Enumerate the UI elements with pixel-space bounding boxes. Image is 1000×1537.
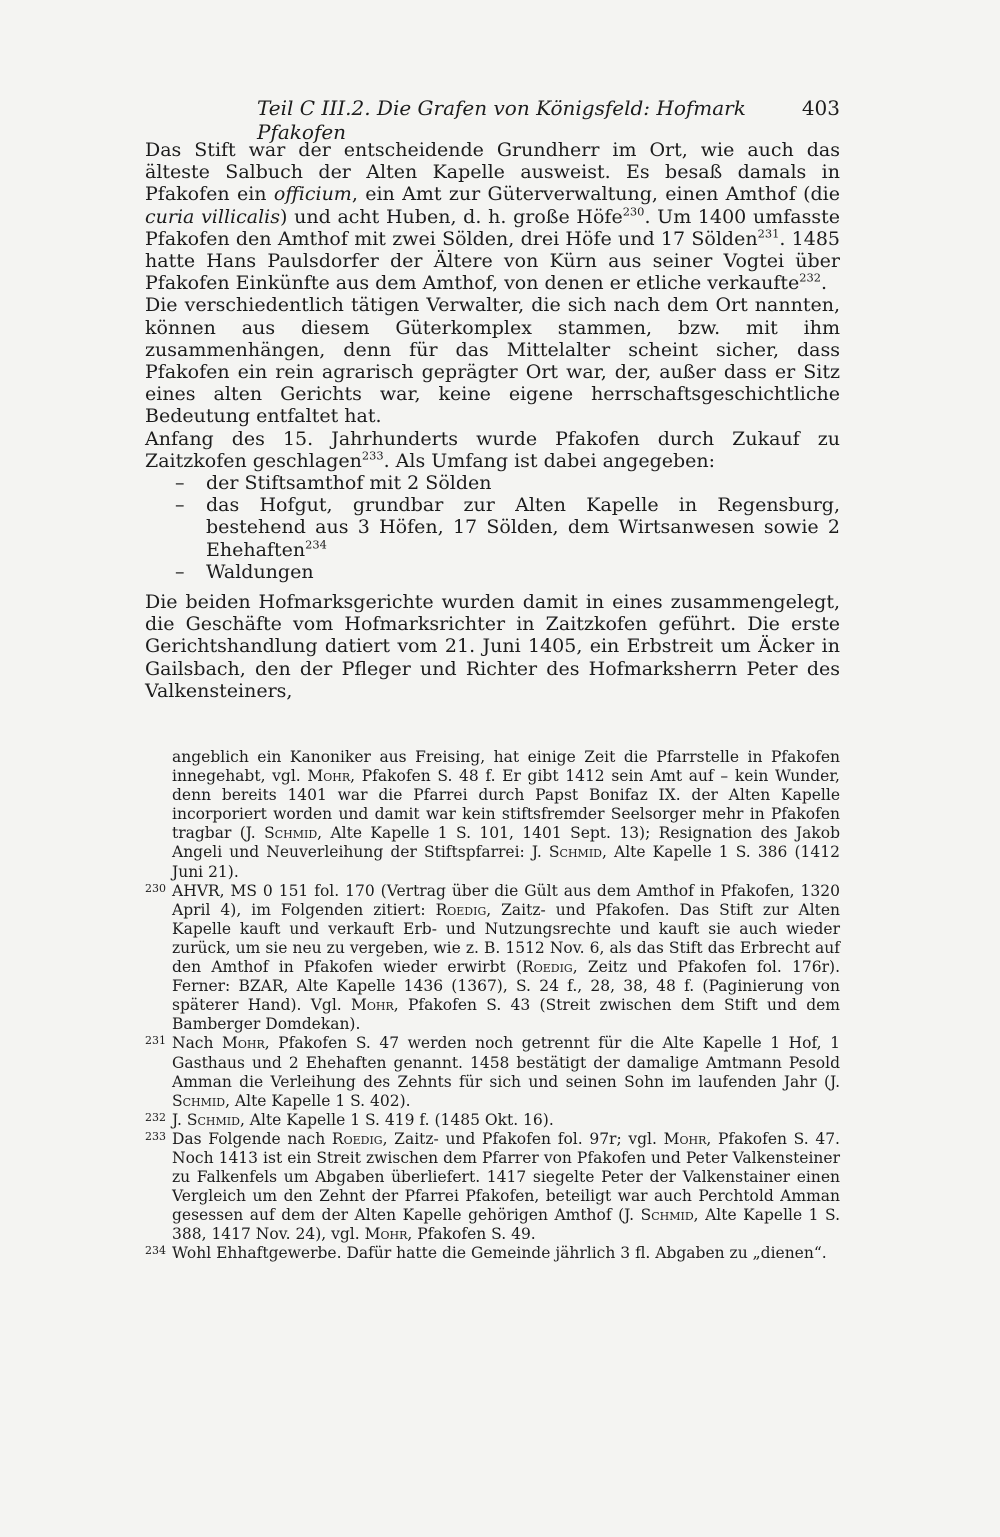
footnote-number: 234: [145, 1244, 166, 1258]
paragraph-4: Die beiden Hofmarksgerichte wurden damit in eines zusammengelegt, die Geschäfte vom Hofmarksrichter in Zaitzkofen geführt. Die erste Gerichtshandlung datiert vom 21. Juni 1405, ein Erbstreit um Äcker in Gailsbach, den der Pfleger und Richter des Hofmarksherrn Peter des Valkensteiners,: [145, 591, 840, 702]
footnote-continuation: [145, 748, 840, 882]
footnote-ref: 230: [622, 204, 645, 219]
text-span: , Zeitz und Pfakofen fol. 176r). Ferner: BZAR, Alte Kapelle 1436 (1367), S. 24 f., 28, 38, 48 f. (Paginierung von späterer Hand). Vgl.: [172, 958, 840, 1015]
text-span: , Alte Kapelle 1 S. 388, 1417 Nov. 24), vgl.: [172, 1206, 841, 1244]
dash-list: [145, 472, 840, 583]
footnote-number: 233: [145, 1129, 166, 1143]
author-name: Mohr: [307, 767, 351, 786]
list-item: [145, 494, 840, 561]
paragraph-3: [145, 428, 840, 472]
text-span: . Als Umfang ist dabei angegeben:: [383, 449, 716, 472]
text-span: Wohl Ehhaftgewerbe. Dafür hatte die Gemeinde jährlich 3 fl. Abgaben zu „dienen“.: [172, 1244, 827, 1263]
author-name: Mohr: [222, 1034, 265, 1053]
author-name: Schmid: [548, 843, 602, 862]
author-name: Schmid: [186, 1110, 240, 1129]
author-name: Roedig: [435, 900, 487, 919]
text-span: Das Folgende nach: [172, 1129, 332, 1148]
text-span: , Pfakofen S. 47. Noch 1413 ist ein Streit zwischen dem Pfarrer von Pfakofen und Peter Valkensteiner zu Falkenfels um Abgaben überliefert. 1417 siegelte Peter der Valkenstainer einen Vergleich um den Zehnt der Pfarrei Pfakofen, beteiligt war auch Perchtold Amman gesessen auf dem der Alten Kapelle gehörigen Amthof (J.: [172, 1129, 840, 1225]
text-span: , Pfakofen S. 43 (Streit zwischen dem Stift und dem Bamberger Domdekan).: [172, 996, 840, 1034]
footnote-233: [145, 1130, 840, 1245]
list-item: [145, 561, 840, 583]
text-span: , Zaitz- und Pfakofen. Das Stift zur Alten Kapelle kauft und verkauft Erb- und Nutzungsrechte und kauft sie auch wieder zurück, um sie neu zu vergeben, wie z. B. 1512 Nov. 6, als das Stift das Erbrecht auf den Amthof in Pfakofen wieder erwirbt (: [172, 900, 840, 977]
text-span: J.: [172, 1110, 187, 1129]
text-span: , Alte Kapelle 1 S. 419 f. (1485 Okt. 16).: [239, 1110, 554, 1129]
text-span: . 1485 hatte Hans Paulsdorfer der Ältere von Kürn aus seiner Vogtei über Pfakofen Einkünfte aus dem Amthof, von denen er etliche verkaufte: [145, 227, 841, 295]
author-name: Mohr: [364, 1225, 408, 1244]
text-span: , Pfakofen S. 48 f. Er gibt 1412 sein Amt auf – kein Wunder, denn bereits 1401 war die Pfarrei durch Papst Bonifaz IX. der Alten Kapelle incorporiert worden und damit war kein stiftsfremder Seelsorger mehr in Pfakofen tragbar (J.: [172, 767, 840, 843]
text-span: angeblich ein Kanoniker aus Freising, hat einige Zeit die Pfarrstelle in Pfakofen innegehabt, vgl.: [172, 748, 840, 786]
page-number: 403: [801, 96, 840, 120]
footnote-230: [145, 882, 840, 1035]
text-span: ) und acht Huben, d. h. große Höfe: [279, 205, 623, 228]
text-span: , ein Amt zur Güterverwaltung, einen Amthof (die: [351, 183, 840, 206]
text-span: , Alte Kapelle 1 S. 101, 1401 Sept. 13); Resignation des Jakob Angeli und Neuverleihung der Stiftspfarrei: J.: [172, 824, 840, 862]
text-span: Anfang des 15. Jahrhunderts wurde Pfakofen durch Zukauf zu Zaitzkofen geschlagen: [145, 427, 840, 472]
author-name: Schmid: [264, 824, 318, 843]
text-span: .: [821, 272, 828, 295]
footnote-232: [145, 1111, 840, 1130]
list-item-text: Waldungen: [206, 560, 314, 583]
footnote-number: 232: [145, 1110, 166, 1124]
list-item-text: der Stiftsamthof mit 2 Sölden: [206, 472, 492, 495]
text-span: Nach: [172, 1034, 223, 1053]
main-text: [145, 139, 840, 702]
author-name: Mohr: [663, 1129, 707, 1148]
italic-term: curia villicalis: [145, 205, 280, 228]
text-span: , Alte Kapelle 1 S. 386 (1412 Juni 21).: [172, 843, 840, 881]
text-span: , Zaitz- und Pfakofen fol. 97r; vgl.: [382, 1129, 664, 1148]
author-name: Schmid: [640, 1206, 694, 1225]
text-span: , Alte Kapelle 1 S. 402).: [225, 1091, 411, 1110]
author-name: Roedig: [522, 958, 573, 977]
footnote-number: 230: [145, 881, 166, 895]
paragraph-2: Die verschiedentlich tätigen Verwalter, die sich nach dem Ort nannten, können aus diesem Güterkomplex stammen, bzw. mit ihm zusammenhängen, denn für das Mittelalter scheint sicher, dass Pfakofen ein rein agrarisch geprägter Ort war, der, außer dass er Sitz eines alten Gerichts war, keine eigene herrschaftsgeschichtliche Bedeutung entfaltet hat.: [145, 294, 840, 428]
running-title: Teil C III.2. Die Grafen von Königsfeld: Hofmark Pfakofen: [257, 96, 746, 144]
footnote-234: [145, 1244, 840, 1263]
list-item-text: das Hofgut, grundbar zur Alten Kapelle in Regensburg, bestehend aus 3 Höfen, 17 Sölden, dem Wirtsanwesen sowie 2 Ehehaften: [206, 494, 840, 561]
footnote-number: 231: [145, 1034, 166, 1048]
text-span: Das Stift war der entscheidende Grundherr im Ort, wie auch das älteste Salbuch der Alten Kapelle ausweist. Es besaß damals in Pfakofen ein: [145, 139, 840, 206]
text-span: , Pfakofen S. 49.: [407, 1225, 536, 1244]
footnote-231: [145, 1034, 840, 1110]
footnote-ref: 234: [305, 537, 327, 552]
italic-term: officium: [273, 183, 352, 206]
page-header: [145, 92, 840, 144]
author-name: Schmid: [172, 1091, 226, 1110]
text-span: , Pfakofen S. 47 werden noch getrennt für die Alte Kapelle 1 Hof, 1 Gasthaus und 2 Ehehaften genannt. 1458 bestätigt der damalige Amtmann Pesold Amman die Verleihung des Zehnts für sich und seinen Sohn im laufenden Jahr (J.: [172, 1034, 840, 1091]
text-span: AHVR, MS 0 151 fol. 170 (Vertrag über die Gült aus dem Amthof in Pfakofen, 1320 April 4), im Folgenden zitiert:: [172, 881, 840, 919]
footnote-ref: 231: [757, 226, 780, 241]
footnotes: [145, 748, 840, 1264]
author-name: Roedig: [331, 1129, 383, 1148]
author-name: Mohr: [350, 996, 394, 1015]
text-span: . Um 1400 umfasste Pfakofen den Amthof mit zwei Sölden, drei Höfe und 17 Sölden: [145, 205, 840, 250]
footnote-ref: 233: [361, 448, 384, 463]
paragraph-1: [145, 139, 840, 294]
footnote-ref: 232: [799, 270, 822, 285]
list-item: [145, 472, 840, 494]
